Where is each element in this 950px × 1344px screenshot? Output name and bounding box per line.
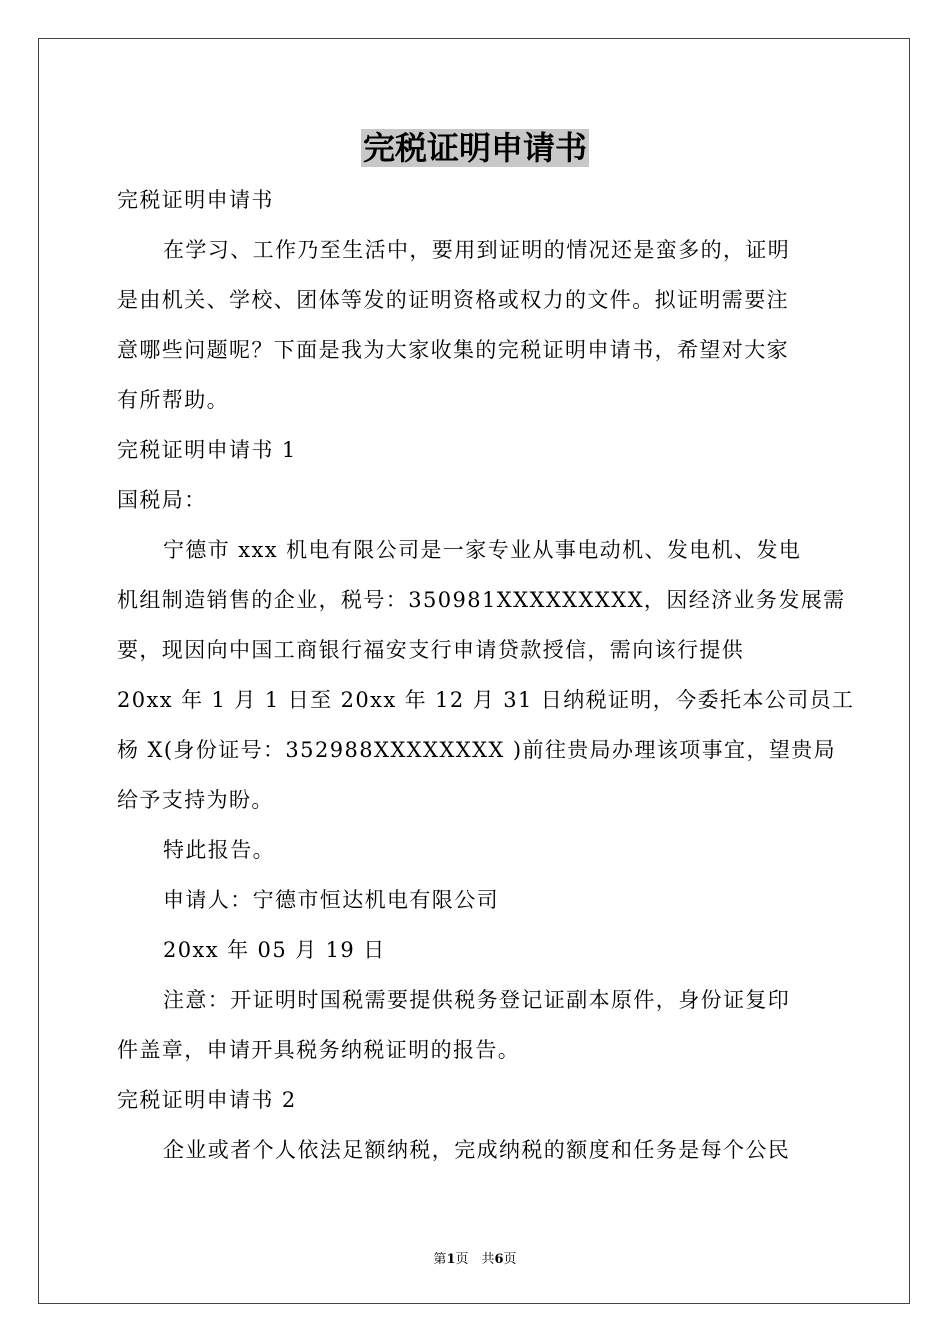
- subtitle-line: 完税证明申请书: [117, 188, 274, 212]
- closing-line: 特此报告。: [163, 838, 275, 862]
- document-title-text: 完税证明申请书: [362, 129, 587, 167]
- paragraph-line: 机组制造销售的企业，税号：350981XXXXXXXXX，因经济业务发展需: [117, 588, 846, 612]
- document-title: [0, 128, 950, 168]
- applicant-line: 申请人：宁德市恒达机电有限公司: [163, 888, 499, 912]
- page-border: [38, 38, 910, 1304]
- paragraph-line: 企业或者个人依法足额纳税，完成纳税的额度和任务是每个公民: [163, 1138, 791, 1162]
- paragraph-line: 宁德市 xxx 机电有限公司是一家专业从事电动机、发电机、发电: [163, 538, 802, 562]
- paragraph-line: 在学习、工作乃至生活中，要用到证明的情况还是蛮多的，证明: [163, 238, 791, 262]
- section-heading: 完税证明申请书 2: [117, 1088, 297, 1112]
- note-line: 件盖章，申请开具税务纳税证明的报告。: [117, 1038, 521, 1062]
- footer-page-total: 6: [494, 1252, 504, 1267]
- footer-mid: 页 共: [455, 1252, 495, 1267]
- section-heading: 完税证明申请书 1: [117, 438, 297, 462]
- note-line: 注意：开证明时国税需要提供税务登记证副本原件，身份证复印: [163, 988, 791, 1012]
- paragraph-line: 是由机关、学校、团体等发的证明资格或权力的文件。拟证明需要注: [117, 288, 789, 312]
- paragraph-line: 有所帮助。: [117, 388, 229, 412]
- footer-prefix: 第: [433, 1252, 447, 1267]
- footer-suffix: 页: [503, 1252, 517, 1267]
- paragraph-line: 意哪些问题呢？下面是我为大家收集的完税证明申请书，希望对大家: [117, 338, 789, 362]
- footer-page-number: 1: [446, 1252, 456, 1267]
- addressee-line: 国税局：: [117, 488, 207, 512]
- paragraph-line: 20xx 年 1 月 1 日至 20xx 年 12 月 31 日纳税证明，今委托本公司员工: [117, 688, 855, 712]
- date-line: 20xx 年 05 月 19 日: [163, 938, 386, 962]
- page-footer: [0, 1248, 950, 1267]
- paragraph-line: 给予支持为盼。: [117, 788, 274, 812]
- paragraph-line: 杨 X(身份证号：352988XXXXXXXX )前往贵局办理该项事宜，望贵局: [117, 738, 837, 762]
- paragraph-line: 要，现因向中国工商银行福安支行申请贷款授信，需向该行提供: [117, 638, 745, 662]
